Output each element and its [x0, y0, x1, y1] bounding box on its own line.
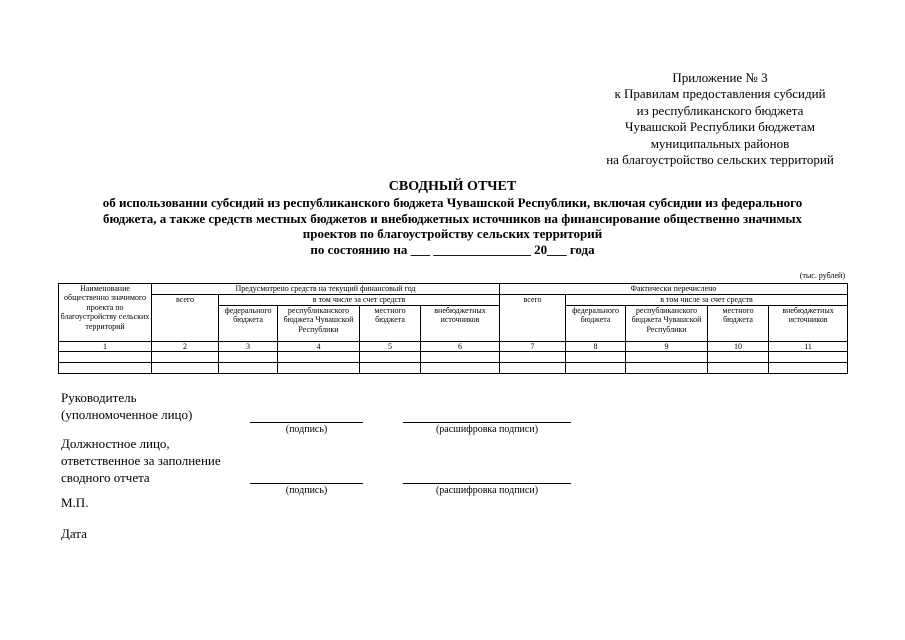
table-cell[interactable] [500, 352, 566, 363]
column-number-row [59, 342, 848, 352]
column-number: 7 [500, 342, 566, 352]
table-cell[interactable] [59, 363, 152, 374]
appendix-line: Чувашской Республики бюджетам [625, 119, 815, 135]
table-cell[interactable] [152, 352, 219, 363]
table-header-row [59, 295, 848, 306]
column-number: 8 [566, 342, 626, 352]
header-actual: Фактически перечислено [500, 284, 848, 295]
column-number: 6 [421, 342, 500, 352]
head-title: Руководитель [61, 390, 137, 405]
header-project-name: Наименование общественно значимого проекта по благоустройству сельских территорий [59, 284, 152, 342]
official-name-line[interactable] [403, 483, 571, 484]
table-cell[interactable] [360, 363, 421, 374]
header-planned-including: в том числе за счет средств [219, 295, 500, 306]
table-row [59, 363, 848, 374]
column-number: 9 [626, 342, 708, 352]
signature-decoding-caption: (расшифровка подписи) [435, 485, 539, 496]
date-label: Дата [61, 526, 87, 541]
header-actual-federal: федерального бюджета [566, 306, 626, 342]
stamp-label: М.П. [61, 495, 89, 510]
header-actual-local: местного бюджета [708, 306, 769, 342]
signature-decoding-caption: (расшифровка подписи) [435, 424, 539, 435]
table-header-row [59, 284, 848, 295]
table-cell[interactable] [278, 352, 360, 363]
header-planned-republic: республиканского бюджета Чувашской Республики [278, 306, 360, 342]
head-signatory-label [61, 389, 192, 423]
header-actual-total: всего [500, 295, 566, 342]
table-cell[interactable] [59, 352, 152, 363]
header-actual-republic: республиканского бюджета Чувашской Республики [626, 306, 708, 342]
table-cell[interactable] [278, 363, 360, 374]
official-line: сводного отчета [61, 470, 150, 485]
table-cell[interactable] [626, 363, 708, 374]
table-cell[interactable] [769, 363, 848, 374]
official-signatory-label [61, 435, 221, 486]
report-title [40, 178, 865, 257]
table-cell[interactable] [421, 352, 500, 363]
head-name-line[interactable] [403, 422, 571, 423]
units-label: (тыс. рублей) [799, 271, 845, 280]
column-number: 10 [708, 342, 769, 352]
report-date-line: по состоянию на ___ _______________ 20___ года [310, 241, 595, 257]
header-planned-federal: федерального бюджета [219, 306, 278, 342]
column-number: 2 [152, 342, 219, 352]
table-cell[interactable] [769, 352, 848, 363]
appendix-line: из республиканского бюджета [636, 102, 804, 118]
report-subtitle-line: об использовании субсидий из республиканского бюджета Чувашской Республики, включая субсидии из федерального [102, 195, 803, 210]
header-actual-offbudget: внебюджетных источников [769, 306, 848, 342]
appendix-line: к Правилам предоставления субсидий [614, 86, 826, 102]
signature-caption: (подпись) [285, 485, 328, 496]
official-line: Должностное лицо, [61, 436, 170, 451]
report-heading: СВОДНЫЙ ОТЧЕТ [388, 179, 517, 194]
report-subtitle-line: проектов по благоустройству сельских территорий [302, 226, 603, 241]
header-planned-offbudget: внебюджетных источников [421, 306, 500, 342]
report-table [58, 283, 848, 374]
header-planned-total: всего [152, 295, 219, 342]
table-row [59, 352, 848, 363]
table-cell[interactable] [421, 363, 500, 374]
appendix-line: Приложение № 3 [672, 70, 768, 85]
table-cell[interactable] [219, 363, 278, 374]
appendix-header [570, 70, 870, 168]
column-number: 5 [360, 342, 421, 352]
table-cell[interactable] [708, 363, 769, 374]
official-signature-line[interactable] [250, 483, 363, 484]
table-cell[interactable] [152, 363, 219, 374]
appendix-line: на благоустройство сельских территорий [606, 152, 834, 168]
signature-caption: (подпись) [285, 424, 328, 435]
appendix-line: муниципальных районов [650, 135, 790, 151]
table-cell[interactable] [566, 363, 626, 374]
header-actual-including: в том числе за счет средств [566, 295, 848, 306]
head-signature-line[interactable] [250, 422, 363, 423]
column-number: 3 [219, 342, 278, 352]
header-planned: Предусмотрено средств на текущий финансовый год [152, 284, 500, 295]
table-cell[interactable] [360, 352, 421, 363]
table-cell[interactable] [219, 352, 278, 363]
report-subtitle-line: бюджета, а также средств местных бюджетов и внебюджетных источников на финансирование общественно значимых [102, 210, 803, 226]
column-number: 1 [59, 342, 152, 352]
table-cell[interactable] [708, 352, 769, 363]
official-line: ответственное за заполнение [61, 453, 221, 468]
table-cell[interactable] [566, 352, 626, 363]
table-cell[interactable] [500, 363, 566, 374]
column-number: 4 [278, 342, 360, 352]
column-number: 11 [769, 342, 848, 352]
head-subtitle: (уполномоченное лицо) [61, 407, 193, 422]
table-cell[interactable] [626, 352, 708, 363]
header-planned-local: местного бюджета [360, 306, 421, 342]
